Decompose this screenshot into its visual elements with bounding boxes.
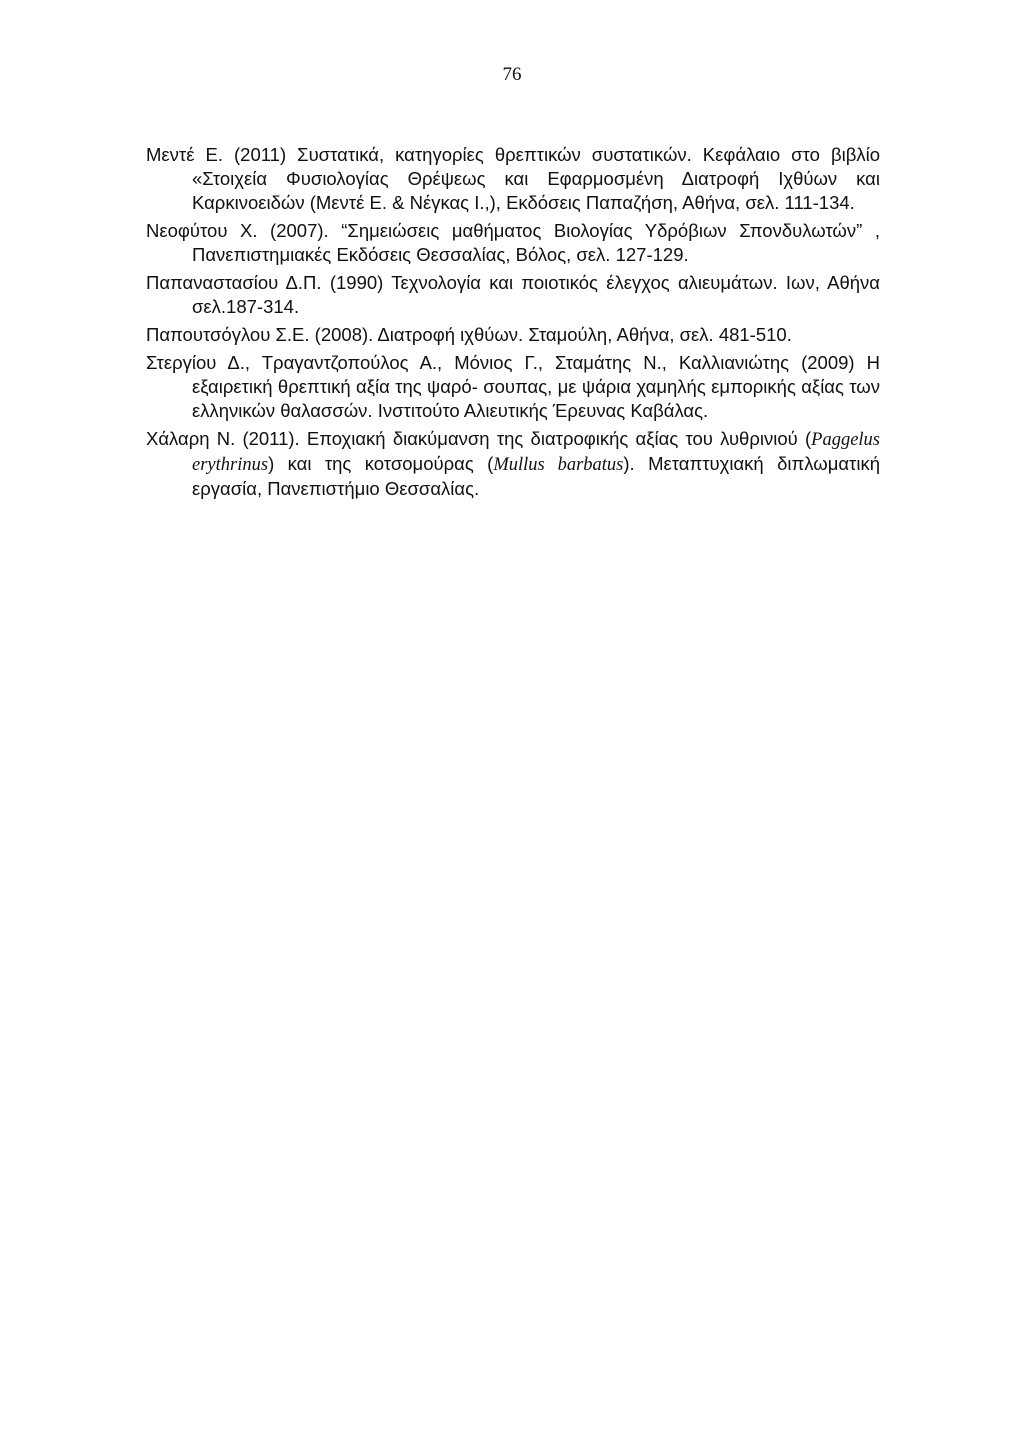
reference-entry-papanastasiou: Παπαναστασίου Δ.Π. (1990) Τεχνολογία και ποιοτικός έλεγχος αλιευμάτων. Ιων, Αθήνα σελ.187-314. [146,272,880,317]
reference-entry-stergiou: Στεργίου Δ., Τραγαντζοπούλος Α., Μόνιος Γ., Σταμάτης Ν., Καλλιανιώτης (2009) Η εξαιρετική θρεπτική αξία της ψαρό- σουπας, με ψάρια χαμηλής εμπορικής αξίας των ελληνικών θαλασσών. Ινστιτούτο Αλιευτικής Έρευνας Καβάλας. [146,352,880,421]
reference-text: ). Μεταπτυχιακή διπλωματική εργασία, Πανεπιστήμιο Θεσσαλίας. [192,453,881,499]
species-name-italic: Paggelus erythrinus [192,430,880,475]
reference-entry-mente: Μεντέ Ε. (2011) Συστατικά, κατηγορίες θρεπτικών συστατικών. Κεφάλαιο στο βιβλίο «Στοιχεία Φυσιολογίας Θρέψεως και Εφαρμοσμένη Διατροφή Ιχθύων και Καρκινοειδών (Μεντέ Ε. & Νέγκας Ι.,), Εκδόσεις Παπαζήση, Αθήνα, σελ. 111-134. [146,144,880,213]
species-name-italic: Mullus barbatus [493,455,624,475]
reference-text: Χάλαρη Ν. (2011). Εποχιακή διακύμανση της διατροφικής αξίας του λυθρινιού ( [146,428,812,449]
page-number: 76 [502,64,522,85]
reference-entry-papoutsoglou: Παπουτσόγλου Σ.Ε. (2008). Διατροφή ιχθύων. Σταμούλη, Αθήνα, σελ. 481-510. [146,324,792,345]
reference-entry-chalari [146,427,880,501]
reference-entry-neofytou: Νεοφύτου Χ. (2007). “Σημειώσεις μαθήματος Βιολογίας Υδρόβιων Σπονδυλωτών” , Πανεπιστημιακές Εκδόσεις Θεσσαλίας, Βόλος, σελ. 127-129. [146,220,880,265]
reference-list [146,143,880,501]
reference-text: ) και της κοτσομούρας ( [268,453,494,474]
